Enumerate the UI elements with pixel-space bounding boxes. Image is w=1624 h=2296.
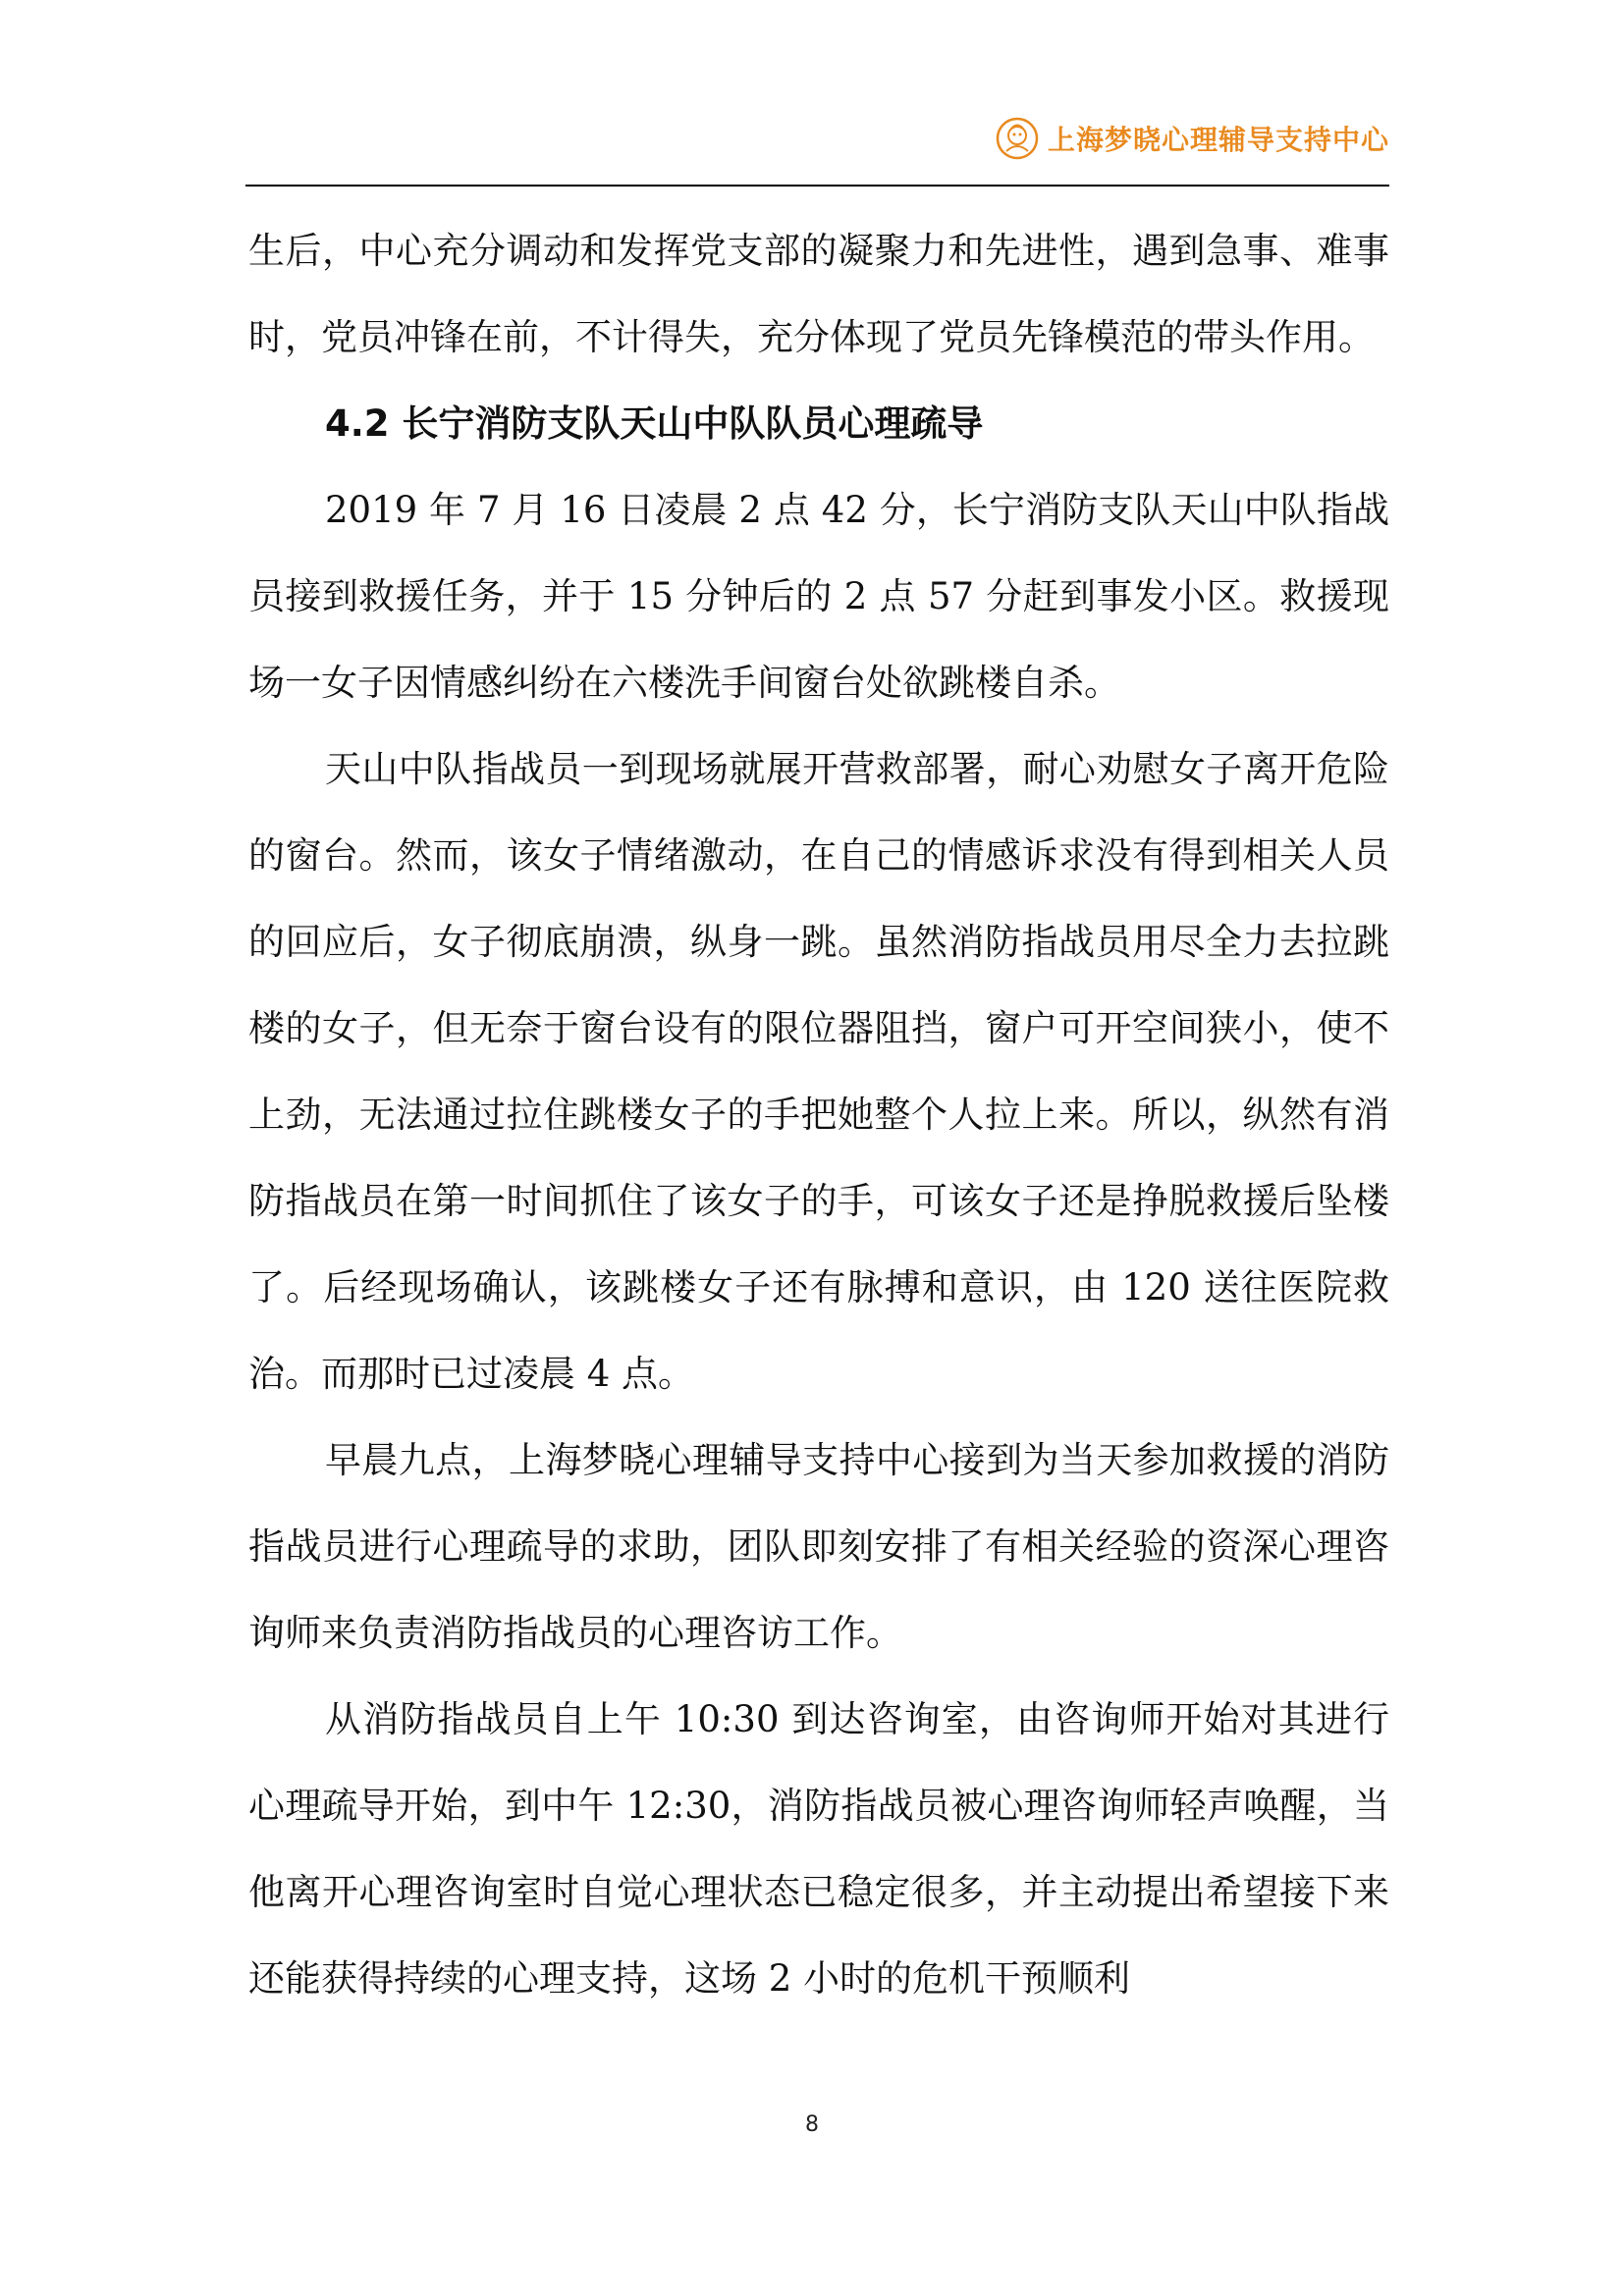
section-heading: 4.2 长宁消防支队天山中队队员心理疏导 <box>325 402 984 445</box>
paragraph-counseling-session: 从消防指战员自上午 10:30 到达咨询室，由咨询师开始对其进行心理疏导开始，到中午 12:30，消防指战员被心理咨询师轻声唤醒，当他离开心理咨询室时自觉心理状态已稳定很多，并主动提出希望接下来还能获得持续的心理支持，这场 2 小时的危机干预顺利 <box>248 1698 1389 2000</box>
paragraph-continuation: 生后，中心充分调动和发挥党支部的凝聚力和先进性，遇到急事、难事时，党员冲锋在前，不计得失，充分体现了党员先锋模范的带头作用。 <box>248 230 1389 358</box>
org-logo <box>995 116 1389 161</box>
page-body <box>248 208 1389 2022</box>
paragraph-counseling-request: 早晨九点，上海梦晓心理辅导支持中心接到为当天参加救援的消防指战员进行心理疏导的求助，团队即刻安排了有相关经验的资深心理咨询师来负责消防指战员的心理咨访工作。 <box>248 1439 1389 1654</box>
page-header <box>245 108 1389 187</box>
paragraph-rescue-attempt: 天山中队指战员一到现场就展开营救部署，耐心劝慰女子离开危险的窗台。然而，该女子情绪激动，在自己的情感诉求没有得到相关人员的回应后，女子彻底崩溃，纵身一跳。虽然消防指战员用尽全力去拉跳楼的女子，但无奈于窗台设有的限位器阻挡，窗户可开空间狭小，使不上劲，无法通过拉住跳楼女子的手把她整个人拉上来。所以，纵然有消防指战员在第一时间抓住了该女子的手，可该女子还是挣脱救援后坠楼了。后经现场确认，该跳楼女子还有脉搏和意识，由 120 送往医院救治。而那时已过凌晨 4 点。 <box>248 748 1389 1395</box>
org-name: 上海梦晓心理辅导支持中心 <box>1047 124 1389 156</box>
header-divider <box>245 185 1389 187</box>
mengxiao-logo-icon <box>995 116 1040 161</box>
page-number: 8 <box>805 2112 819 2137</box>
paragraph-rescue-event: 2019 年 7 月 16 日凌晨 2 点 42 分，长宁消防支队天山中队指战员接到救援任务，并于 15 分钟后的 2 点 57 分赶到事发小区。救援现场一女子因情感纠纷在六楼洗手间窗台处欲跳楼自杀。 <box>248 489 1389 704</box>
